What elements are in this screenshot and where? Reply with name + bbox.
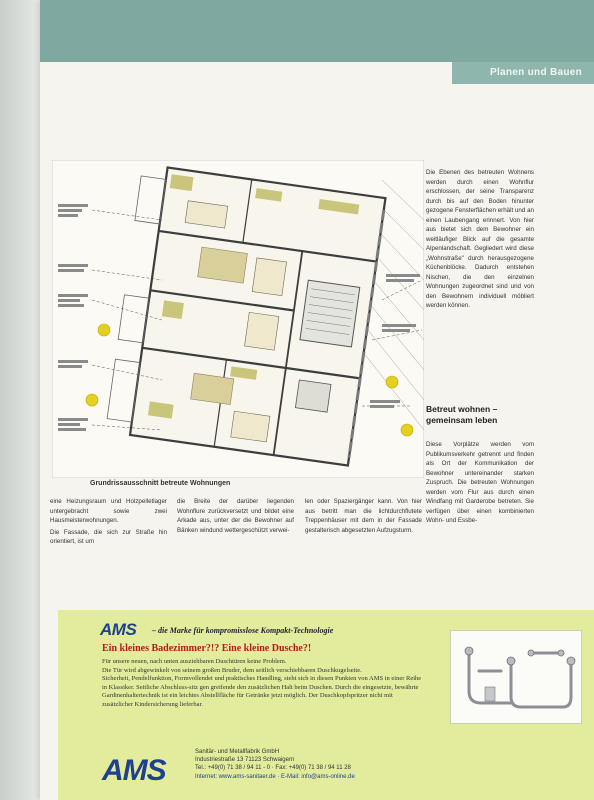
company-web-link[interactable]: Internet: www.ams-sanitaer.de · E-Mail: info@ams-online.de <box>195 773 355 780</box>
paragraph: len oder Spaziergänger kann. Von hier aus betritt man die lichtdurchflutete Treppenhäuser mit dem in der Fassade gestalterisch abgesetzten Aufzugsturm. <box>305 498 422 534</box>
ad-paragraph: Für unsere neuen, nach unten ausziehbaren Duschtüren keine Problem. <box>102 658 287 665</box>
company-name: Sanitär- und Metallfabrik GmbH <box>195 749 280 755</box>
paragraph: Die Fassade, die sich zur Straße hin orientiert, ist um <box>50 528 167 545</box>
article-column-3 <box>305 497 422 537</box>
article-column-right-top <box>426 168 534 313</box>
article-column-1 <box>50 497 167 549</box>
ad-contact-info <box>195 748 455 781</box>
ad-tagline: – die Marke für kompromisslose Kompakt-Technologie <box>152 626 334 635</box>
paragraph: Diese Vorplätze werden vom Publikumsverkehr getrennt und finden als Ort der Kommunikation der Bewohner untereinander starken Zuspruch. Die betreuten Wohnungen werden vom Flur aus durch einen Windfang mit Garderobe betreten. Sie verfügen über einen kombinierten Wohn- und Essbe- <box>426 441 534 524</box>
paragraph: die Breite der darüber liegenden Wohnflure zurückversetzt und bildet eine Arkade aus, unter der die Bewohner auf Bänken windund wettergeschützt verwei- <box>177 498 294 534</box>
ams-logo: AMS <box>100 620 137 639</box>
section-tab: Planen und Bauen <box>452 62 594 84</box>
article-column-right-bottom <box>426 440 534 528</box>
ad-paragraph: Sicherheit, Pendelfunktion, Formvollendet und praktisches Handling, steht sich in diesen Punkten von AMS in einer Reihe in Klassiker. Seitliche Abschluss-sitz gen greifende den zusätzlichen Halt beim Duschen. Durch die eingesetzte, bewährte Gardinenhaltertechnik ist ein leichtes Abstellfläche für Getränke jetzt möglich. Der Duschkopfspritzer nicht mit zusätzlicher Kindersicherung lieferbar. <box>102 675 422 708</box>
paragraph: Die Ebenen des betreuten Wohnens werden durch einen Wohnflur erschlossen, der seine Transparenz durch bis auf den Boden hinunter gezogene Fensterflächen erhält und an einen Laubengang erinnert. Von hier aus bietet sich dem Bewohner ein weitläufiger Blick auf die gesamte Alpenlandschaft. Gegliedert wird diese „Wohnstraße" durch herausgezogene Küchenblöcke. Dadurch entstehen Nischen, die den einzelnen Wohnungen zugeordnet sind und von den Bewohnern individuell möbliert werden können. <box>426 169 534 309</box>
figure-caption: Grundrissausschnitt betreute Wohnungen <box>90 480 231 487</box>
article-column-2 <box>177 497 294 537</box>
shower-grab-bar-image <box>450 630 582 724</box>
company-phone: Tel.: +49(0) 71 38 / 94 11 - 0 · Fax: +49(0) 71 38 / 94 11 28 <box>195 765 351 772</box>
floor-plan-figure <box>52 160 424 478</box>
company-address: Industriestraße 13 71123 Schwaigern <box>195 757 295 764</box>
ams-advertisement <box>58 610 594 800</box>
paragraph: eine Heizungsraum und Holzpelletlager untergebracht sowie zwei Hausmeisterwohnungen. <box>50 498 167 524</box>
section-subheading: Betreut wohnen – gemeinsam leben <box>426 404 498 425</box>
top-color-band <box>40 0 594 62</box>
ad-paragraph: Die Tür wird abgewinkelt von seinem großen Bruder, dem seitlich verschiebbaren Duschkugelseite. <box>102 666 362 674</box>
ams-logo-large: AMS <box>102 754 166 787</box>
ad-headline: Ein kleines Badezimmer?!? Eine kleine Dusche?! <box>102 643 312 654</box>
ad-body-text <box>102 658 422 710</box>
